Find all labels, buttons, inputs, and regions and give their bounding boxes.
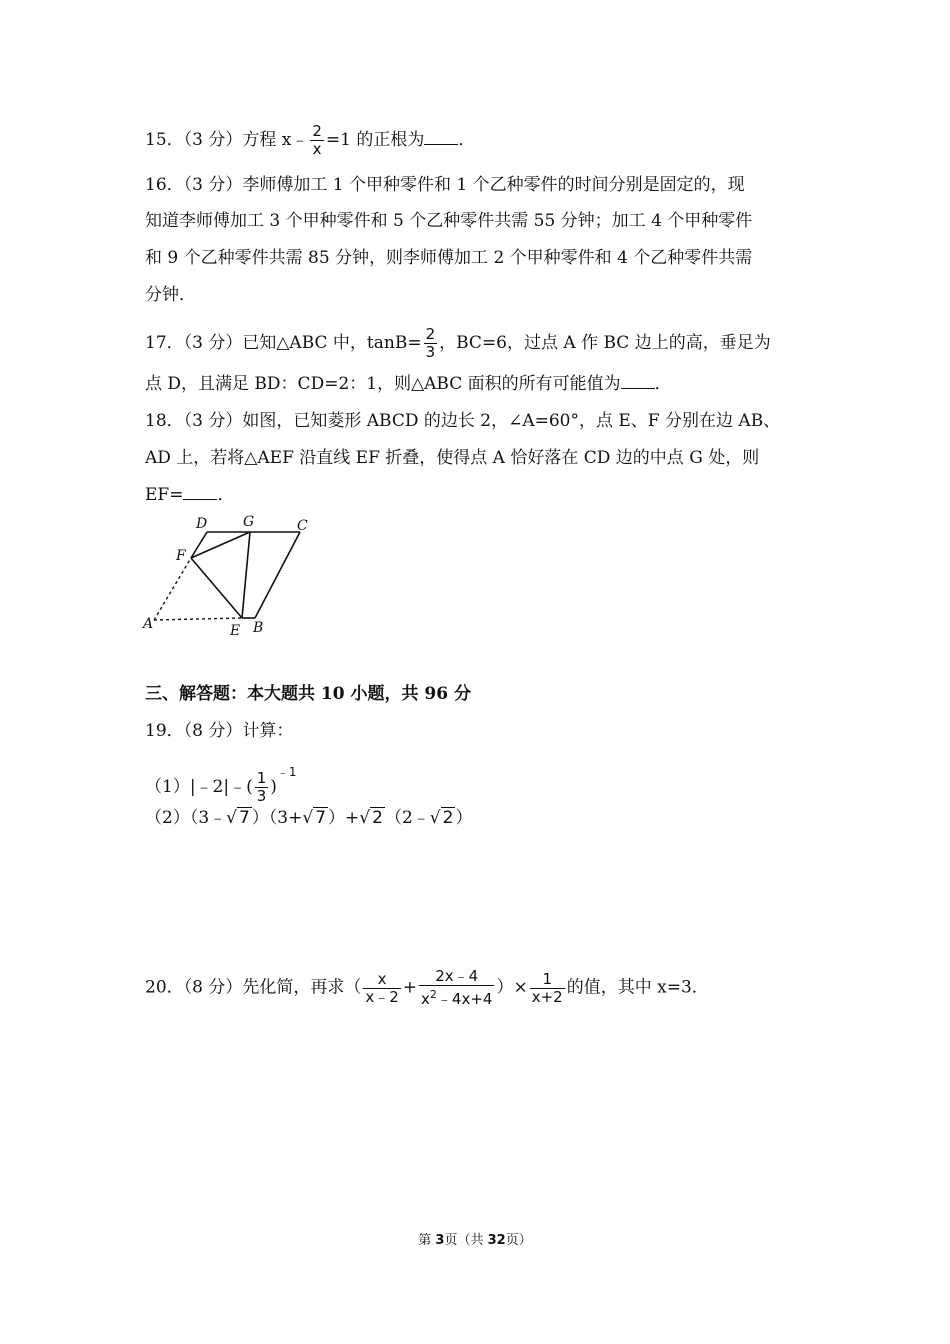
segment-fe <box>191 558 242 618</box>
question-17-line-2: 点 D，且满足 BD：CD=2：1，则△ABC 面积的所有可能值为 ． <box>145 374 672 394</box>
label-e: E <box>230 623 241 639</box>
segment-af-dashed <box>154 558 191 620</box>
question-18-line-2: AD 上，若将△AEF 沿直线 EF 折叠，使得点 A 恰好落在 CD 边的中点 G 处，则 <box>145 448 760 468</box>
label-f: F <box>176 548 186 564</box>
question-19-title: 19．（8 分）计算： <box>145 721 294 741</box>
label-c: C <box>297 518 308 534</box>
fraction: $\frac{2}{3}$ <box>425 325 436 361</box>
fraction: $\frac{1}{x+2}$ <box>531 969 563 1006</box>
segment-ge <box>242 532 250 618</box>
total-pages: 32 <box>487 1233 506 1248</box>
label-b: B <box>253 620 264 636</box>
question-16-line-1: 16．（3 分）李师傅加工 1 个甲种零件和 1 个乙种零件的时间分别是固定的，现 <box>145 175 745 195</box>
fraction: $\frac{1}{3}$ <box>256 769 267 805</box>
question-16-line-2: 知道李师傅加工 3 个甲种零件和 5 个乙种零件共需 55 分钟；加工 4 个甲种零件 <box>145 211 753 231</box>
question-18-line-3: EF= ． <box>145 485 235 505</box>
question-20: 20．（8 分）先化简，再求（ $\frac{x}{x﹣2}$ + $\frac{2x﹣4}{x^2﹣4x+4}$ ）× $\frac{1}{x+2}$ 的值，其中 x=3． <box>145 967 709 1008</box>
question-17-line-1: 17．（3 分）已知△ABC 中，tanB= $\frac{2}{3}$ ，BC=6，过点 A 作 BC 边上的高，垂足为 <box>145 325 771 361</box>
question-19-part-1: （1）|﹣2|﹣( $\frac{1}{3}$ )$^{﹣1}$ <box>145 765 297 805</box>
section-heading: 三、解答题：本大题共 10 小题，共 96 分 <box>145 684 471 704</box>
question-16-line-3: 和 9 个乙种零件共需 85 分钟，则李师傅加工 2 个甲种零件和 4 个乙种零件共需 <box>145 248 753 268</box>
sqrt-expression: √ 7 <box>302 808 327 828</box>
question-19-part-2: （2）（3﹣√ 7 ）（3+√ 7 ）+√ 2 （2﹣√ 2 ） <box>145 808 473 828</box>
fraction: $\frac{2}{x}$ <box>312 122 322 158</box>
sqrt-expression: √ 7 <box>226 808 250 828</box>
question-15: 15．（3 分）方程 x﹣ $\frac{2}{x}$ =1 的正根为 ． <box>145 122 476 158</box>
label-g: G <box>243 514 255 530</box>
page-footer: 第 3页（共 32页） <box>418 1233 532 1248</box>
rhombus-diagram <box>140 510 320 645</box>
page-number: 3 <box>435 1233 445 1248</box>
segment-ae-dashed <box>154 618 242 620</box>
segment-cb <box>255 532 300 618</box>
label-a: A <box>143 616 154 632</box>
answer-blank <box>183 483 217 500</box>
sqrt-expression: √ 2 <box>429 808 454 828</box>
question-18-line-1: 18．（3 分）如图，已知菱形 ABCD 的边长 2，∠A=60°，点 E、F 分别在边 AB、 <box>145 411 781 431</box>
answer-blank <box>621 372 655 389</box>
fraction: $\frac{x}{x﹣2}$ <box>365 969 399 1006</box>
answer-blank <box>424 128 458 145</box>
label-d: D <box>196 516 208 532</box>
question-16-line-4: 分钟． <box>145 285 196 305</box>
sqrt-expression: √ 2 <box>359 808 383 828</box>
fraction: $\frac{2x﹣4}{x^2﹣4x+4}$ <box>421 967 493 1008</box>
